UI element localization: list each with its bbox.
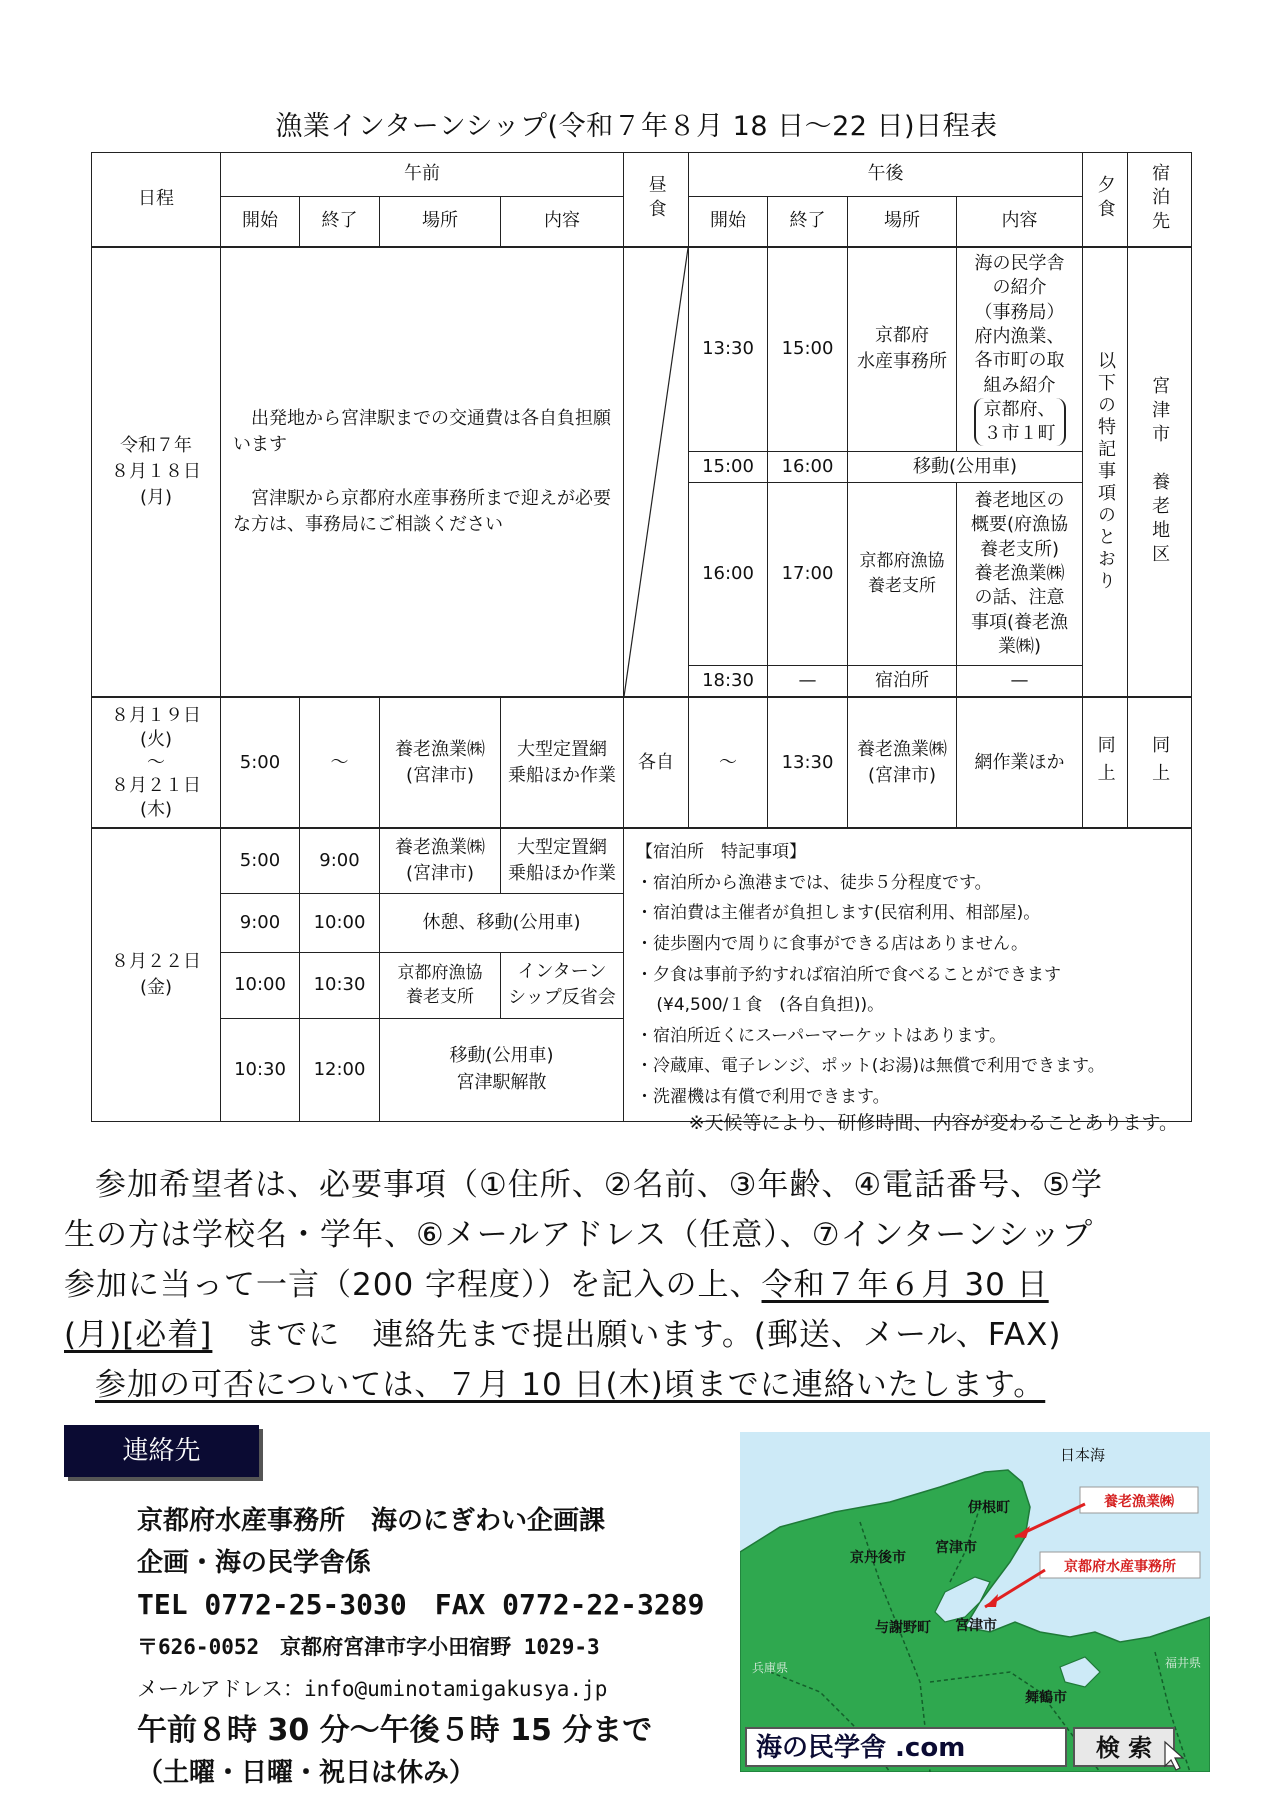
header-am-place: 場所 [380, 197, 501, 247]
application-paragraph: 参加希望者は、必要事項（①住所、②名前、③年齢、④電話番号、⑤学 生の方は学校名・学年、⑥メールアドレス（任意）、⑦インターンシップ 参加に当って一言（200 字程度））を記入の上、令和７年６月 30 日 (月)[必着] までに 連絡先まで提出願います。(郵送、メール、FAX) 参加の可否については、７月 10 日(木)頃までに連絡いたします。 [64, 1167, 1103, 1403]
map-miyazu2: 宮津市 [955, 1618, 997, 1634]
header-am-end: 終了 [300, 197, 380, 247]
day1-r3-end: 17:00 [768, 483, 848, 666]
header-dinner: 夕食 [1083, 153, 1128, 247]
day2-date: ８月１９日 (火) ～ ８月２１日 (木) [92, 697, 221, 828]
day2-pm-start: ～ [689, 697, 768, 828]
search-bar[interactable] [746, 1728, 1066, 1766]
map-kyotango: 京丹後市 [850, 1550, 906, 1566]
day3-r2-place: 休憩、移動(公用車) [380, 894, 624, 952]
header-pm-place: 場所 [848, 197, 957, 247]
deadline-required: (月)[必着] [64, 1317, 213, 1353]
day1-r1-end: 15:00 [768, 247, 848, 452]
day2-am-place: 養老漁業㈱ (宮津市) [380, 697, 501, 828]
map-fukui: 福井県 [1165, 1656, 1202, 1670]
day1-r1-content: 海の民学舎 の紹介 （事務局） 府内漁業、 各市町の取 組み紹介 京都府、 ３市１町 [957, 247, 1083, 452]
day1-r4-end: — [768, 666, 848, 698]
day3-r3-end: 10:30 [300, 952, 380, 1018]
day2-dinner: 同上 [1083, 697, 1128, 828]
contact-info [137, 1500, 757, 1794]
deadline-date: 令和７年６月 30 日 [761, 1267, 1049, 1303]
day3-r1-start: 5:00 [221, 828, 300, 894]
svg-text:検 索: 検 索 [1095, 1734, 1153, 1762]
area-map [740, 1432, 1210, 1772]
header-am-start: 開始 [221, 197, 300, 247]
day3-r2-end: 10:00 [300, 894, 380, 952]
footnote: ※天候等により、研修時間、内容が変わることあります。 [688, 1112, 1178, 1134]
day1-dinner: 以下の特記事項のとおり [1083, 247, 1128, 698]
lodging-notes: 【宿泊所 特記事項】 ・宿泊所から漁港までは、徒歩５分程度です。 ・宿泊費は主催者が負担します(民宿利用、相部屋)。 ・徒歩圏内で周りに食事ができる店はありません。 ・夕食は事前予約すれば宿泊所で食べることができます (¥4,500/１食 (各自負担))。 ・宿泊所近くにスーパーマーケットはあります。 ・冷蔵庫、電子レンジ、ポット(お湯)は無償で利用できます。 ・洗濯機は有償で利用できます。 [624, 828, 1192, 1121]
day3-r2-start: 9:00 [221, 894, 300, 952]
day1-date: 令和７年 ８月１８日 (月) [92, 247, 221, 698]
map-miyazu1: 宮津市 [935, 1540, 977, 1556]
day2-lunch: 各自 [624, 697, 689, 828]
map-yosano: 与謝野町 [875, 1620, 931, 1636]
day1-r3-place: 京都府漁協 養老支所 [848, 483, 957, 666]
day2-am-start: 5:00 [221, 697, 300, 828]
header-pm-end: 終了 [768, 197, 848, 247]
day1-r1-place: 京都府 水産事務所 [848, 247, 957, 452]
svg-text:養老漁業㈱: 養老漁業㈱ [1104, 1494, 1174, 1510]
map-label-office [1040, 1552, 1200, 1578]
day3-r4-end: 12:00 [300, 1018, 380, 1121]
day3-r3-place: 京都府漁協 養老支所 [380, 952, 501, 1018]
day2-am-content: 大型定置網 乗船ほか作業 [501, 697, 624, 828]
header-afternoon: 午後 [689, 153, 1083, 197]
day2-pm-place: 養老漁業㈱ (宮津市) [848, 697, 957, 828]
day1-r2-end: 16:00 [768, 452, 848, 483]
svg-text:京都府水産事務所: 京都府水産事務所 [1064, 1559, 1176, 1575]
day1-r4-content: — [957, 666, 1083, 698]
day1-r3-start: 16:00 [689, 483, 768, 666]
day1-r4-place: 宿泊所 [848, 666, 957, 698]
day1-r3-content: 養老地区の 概要(府漁協 養老支所) 養老漁業㈱ の話、注意 事項(養老漁 業㈱) [957, 483, 1083, 666]
day3-date: ８月２２日 (金) [92, 828, 221, 1121]
day3-r4-start: 10:30 [221, 1018, 300, 1121]
map-ine: 伊根町 [968, 1500, 1010, 1516]
map-sea-label: 日本海 [1060, 1446, 1106, 1464]
header-pm-start: 開始 [689, 197, 768, 247]
header-schedule: 日程 [92, 153, 221, 247]
header-morning: 午前 [221, 153, 624, 197]
day1-lodging: 宮津市 養老地区 [1128, 247, 1192, 698]
contact-address: 〒626-0052 京都府宮津市字小田宿野 1029-3 [137, 1635, 600, 1659]
day2-am-end: ～ [300, 697, 380, 828]
contact-tel: TEL 0772-25-3030 FAX 0772-22-3289 [137, 1588, 705, 1621]
map-maizuru: 舞鶴市 [1025, 1690, 1067, 1706]
day3-r1-place: 養老漁業㈱ (宮津市) [380, 828, 501, 894]
day1-r1-bracket: 京都府、 ３市１町 [974, 398, 1066, 447]
header-am-content: 内容 [501, 197, 624, 247]
schedule-table [91, 152, 1192, 1122]
day3-r1-content: 大型定置網 乗船ほか作業 [501, 828, 624, 894]
page-title: 漁業インターンシップ(令和７年８月 18 日～22 日)日程表 [275, 111, 998, 142]
contact-hours: 午前８時 30 分～午後５時 15 分まで [137, 1713, 653, 1748]
search-text: 海の民学舎 .com [756, 1733, 966, 1763]
day3-r3-start: 10:00 [221, 952, 300, 1018]
day1-r2-start: 15:00 [689, 452, 768, 483]
day2-lodging: 同上 [1128, 697, 1192, 828]
notification-line: 参加の可否については、７月 10 日(木)頃までに連絡いたします。 [95, 1367, 1046, 1403]
day3-r1-end: 9:00 [300, 828, 380, 894]
map-hyogo: 兵庫県 [752, 1661, 789, 1675]
day2-pm-end: 13:30 [768, 697, 848, 828]
day3-r3-content: インターン シップ反省会 [501, 952, 624, 1018]
day1-morning-notes: 出発地から宮津駅までの交通費は各自負担願います 宮津駅から京都府水産事務所まで迎えが必要な方は、事務局にご相談ください [221, 247, 624, 698]
day1-r2-place: 移動(公用車) [848, 452, 1083, 483]
day1-r4-start: 18:30 [689, 666, 768, 698]
contact-email[interactable]: メールアドレス：info@uminotamigakusya.jp [137, 1677, 608, 1701]
contact-dept: 企画・海の民学舎係 [137, 1548, 372, 1578]
day1-lunch-diagonal [624, 247, 689, 698]
day2-pm-content: 網作業ほか [957, 697, 1083, 828]
header-lodging: 宿泊先 [1128, 153, 1192, 247]
contact-closed: （土曜・日曜・祝日は休み） [137, 1758, 476, 1788]
contact-org: 京都府水産事務所 海のにぎわい企画課 [137, 1506, 606, 1536]
map-label-yoro [1080, 1487, 1198, 1513]
day1-r1-start: 13:30 [689, 247, 768, 452]
contact-tag: 連絡先 [64, 1425, 259, 1477]
header-lunch: 昼食 [624, 153, 689, 247]
search-button[interactable] [1074, 1728, 1174, 1766]
header-pm-content: 内容 [957, 197, 1083, 247]
day3-r4-place: 移動(公用車) 宮津駅解散 [380, 1018, 624, 1121]
